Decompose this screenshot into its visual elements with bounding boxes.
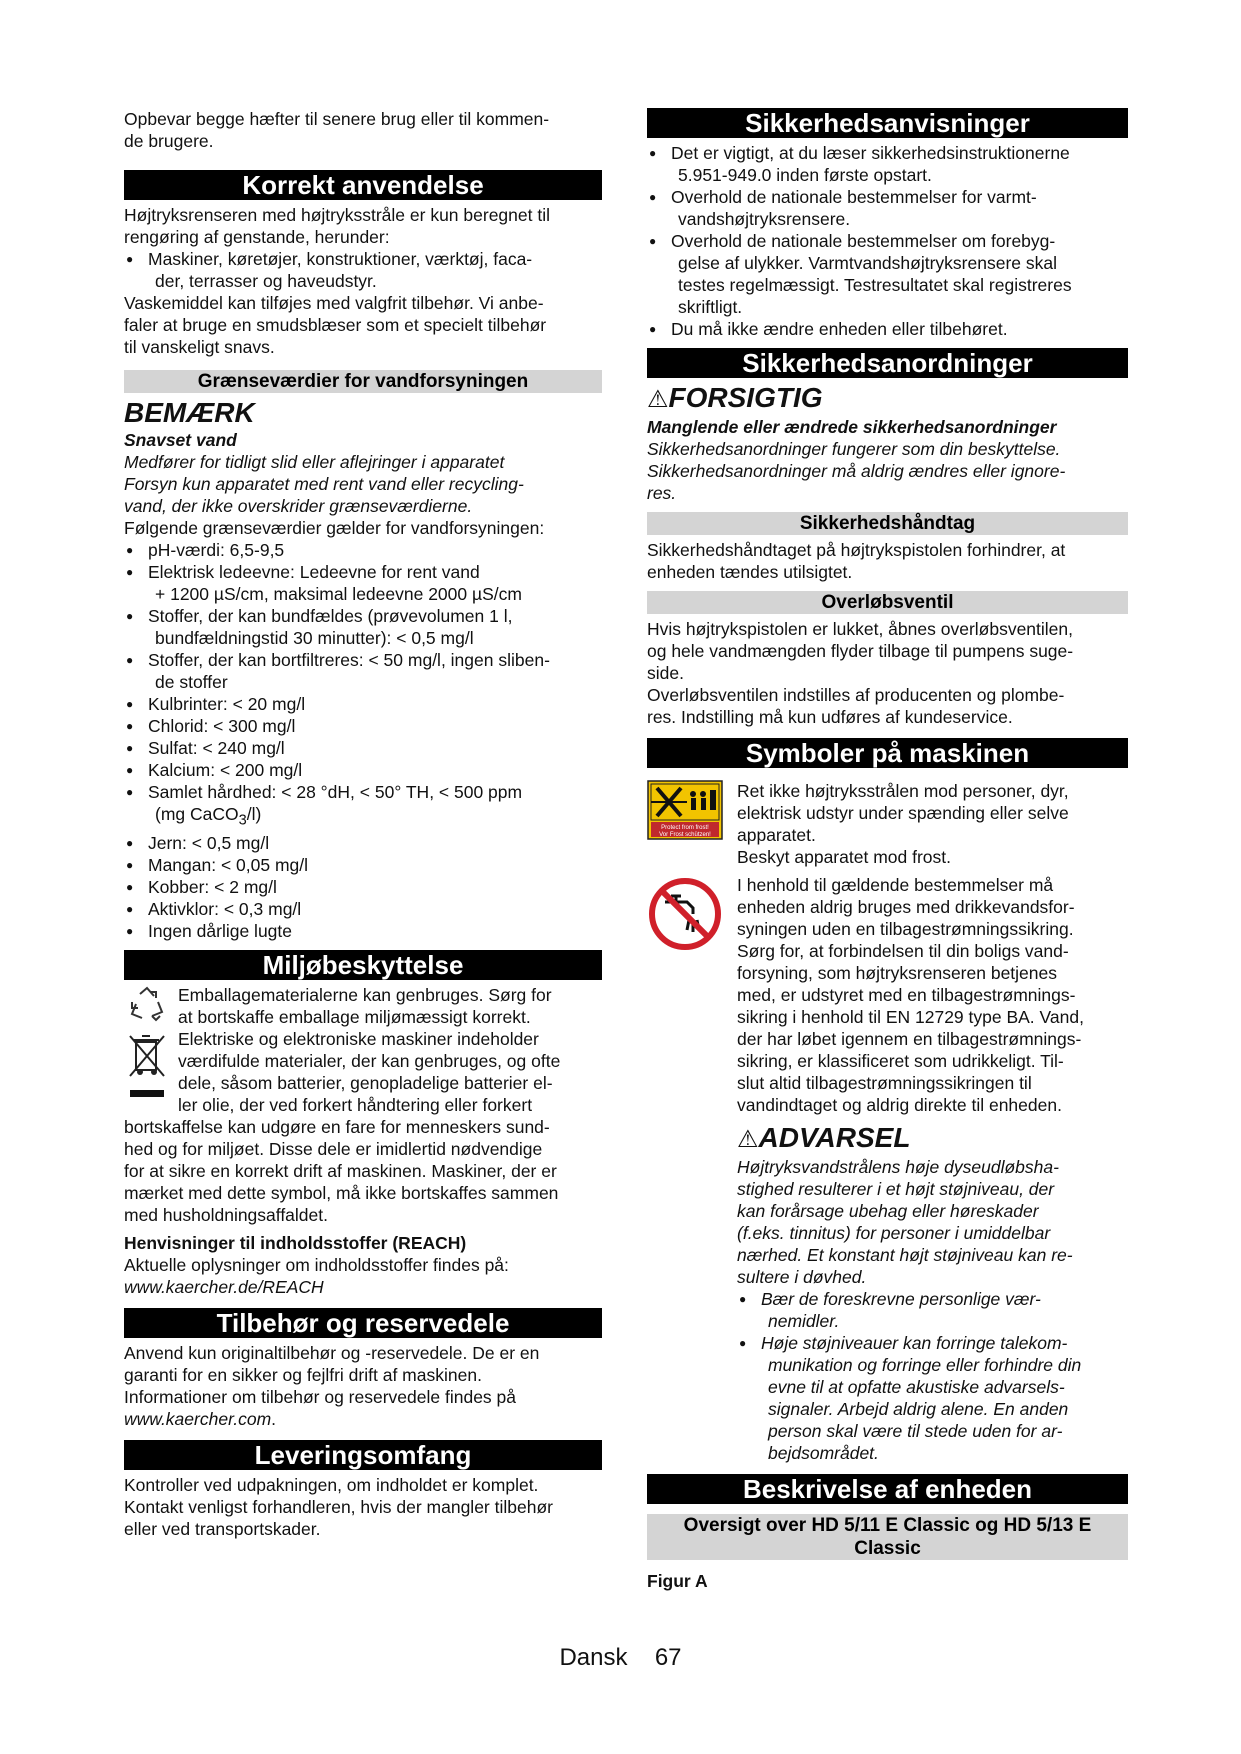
frost-jet-warning-label-icon bbox=[647, 780, 723, 840]
frost-label-text-1: Protect from frost! bbox=[661, 825, 709, 831]
left-column bbox=[124, 108, 602, 1540]
tilbehor-text: Anvend kun originaltilbehør og -reservedele. De er en garanti for en sikker og fejlfri drift af maskinen. Informationer om tilbehør og reservedele findes på www.kaercher.com. bbox=[124, 1342, 540, 1429]
heading-overlobsventil: Overløbsventil bbox=[647, 591, 1128, 614]
list-item: ● Stoffer, der kan bundfældes (prøvevolumen 1 l, bundfældningstid 30 minutter): < 0,5 mg/l bbox=[124, 605, 602, 649]
list-item: ● Sulfat: < 240 mg/l bbox=[124, 737, 602, 759]
korrekt-list bbox=[124, 248, 602, 292]
heading-sikkerhedshandtag: Sikkerhedshåndtag bbox=[647, 512, 1128, 535]
intro-text: Opbevar begge hæfter til senere brug eller til kommen- de brugere. bbox=[124, 109, 550, 151]
list-item: ● Maskiner, køretøjer, konstruktioner, værktøj, faca- der, terrasser og haveudstyr. bbox=[124, 248, 602, 292]
heading-miljobeskyttelse: Miljøbeskyttelse bbox=[124, 950, 602, 980]
caution-title: ⚠FORSIGTIG bbox=[647, 382, 823, 413]
heading-korrekt-anvendelse: Korrekt anvendelse bbox=[124, 170, 602, 200]
caution-subtitle: Manglende eller ændrede sikkerhedsanordninger bbox=[647, 417, 1057, 437]
page-number: 67 bbox=[654, 1644, 682, 1671]
list-item: ● Kalcium: < 200 mg/l bbox=[124, 759, 602, 781]
list-item: ● Elektrisk ledeevne: Ledeevne for rent vand + 1200 µS/cm, maksimal ledeevne 2000 µS/cm bbox=[124, 561, 602, 605]
overlob-text: Hvis højtrykspistolen er lukket, åbnes overløbsventilen, og hele vandmængden flyder tilbage til pumpens suge- side. Overløbsventilen indstilles af producenten og plombe- res. Indstilling må kun udføres af kundeservice. bbox=[647, 619, 1074, 727]
weee-block: Elektriske og elektroniske maskiner indeholder værdifulde materialer, der kan genbruges, og ofte dele, såsom batterier, genopladelige batterier el- ler olie, der ved forkert håndtering eller forkert bbox=[124, 1028, 602, 1116]
limits-intro: Følgende grænseværdier gælder for vandforsyningen: bbox=[124, 518, 545, 538]
list-item: ● Du må ikke ændre enheden eller tilbehøret. bbox=[647, 318, 1128, 340]
heading-sikkerhedsanvisninger: Sikkerhedsanvisninger bbox=[647, 108, 1128, 138]
heading-beskrivelse: Beskrivelse af enheden bbox=[647, 1474, 1128, 1504]
list-item: ● Overhold de nationale bestemmelser for varmt- vandshøjtryksrensere. bbox=[647, 186, 1128, 230]
notice-title: BEMÆRK bbox=[124, 397, 255, 428]
list-item: ● pH-værdi: 6,5-9,5 bbox=[124, 539, 602, 561]
list-item: ● Samlet hårdhed: < 28 °dH, < 50° TH, < 500 ppm (mg CaCO$_3$/l) bbox=[124, 781, 602, 832]
frost-label-text-2: Vor Frost schützen! bbox=[659, 832, 711, 838]
warning-triangle-icon: ⚠ bbox=[647, 386, 669, 413]
figure-reference: Figur A bbox=[647, 1571, 708, 1591]
heading-sikkerhedsanordninger: Sikkerhedsanordninger bbox=[647, 348, 1128, 378]
weee-text: bortskaffelse kan udgøre en fare for menneskers sund- hed og for miljøet. Disse dele er imidlertid nødvendige for at sikre en korrekt drift af maskinen. Maskiner, der er mærket med dette symbol, må ikke bortskaffes sammen med husholdningsaffaldet. bbox=[124, 1116, 559, 1225]
handtag-text: Sikkerhedshåndtaget på højtrykspistolen forhindrer, at enheden tændes utilsigtet. bbox=[647, 540, 1066, 582]
korrekt-text-1: Højtryksrenseren med højtryksstråle er kun beregnet til rengøring af genstande, herunder: bbox=[124, 205, 550, 247]
levering-text: Kontroller ved udpakningen, om indholdet er komplet. Kontakt venligst forhandleren, hvis der mangler tilbehør eller ved transportskader. bbox=[124, 1474, 553, 1539]
list-item: ● Chlorid: < 300 mg/l bbox=[124, 715, 602, 737]
heading-tilbehor: Tilbehør og reservedele bbox=[124, 1308, 602, 1338]
heading-oversigt: Oversigt over HD 5/11 E Classic og HD 5/13 E Classic bbox=[647, 1514, 1128, 1560]
heading-leveringsomfang: Leveringsomfang bbox=[124, 1440, 602, 1470]
list-item: ● Stoffer, der kan bortfiltreres: < 50 mg/l, ingen sliben- de stoffer bbox=[124, 649, 602, 693]
warning-list bbox=[737, 1288, 1128, 1464]
korrekt-text-2: Vaskemiddel kan tilføjes med valgfrit tilbehør. Vi anbe- faler at bruge en smudsblæser som et specielt tilbehør til vanskeligt snavs. bbox=[124, 293, 547, 357]
list-item: ● Bær de foreskrevne personlige vær- nemidler. bbox=[737, 1288, 1128, 1332]
warning-title: ⚠ADVARSEL bbox=[737, 1122, 911, 1153]
warning-block bbox=[647, 1122, 1128, 1464]
right-column bbox=[647, 108, 1128, 1592]
no-drinking-water-icon bbox=[647, 876, 723, 952]
list-item: ● Høje støjniveauer kan forringe talekom- munikation og forringe eller forhindre din evne til at opfatte akustiske advarsels- signaler. Arbejd aldrig alene. En anden person skal være til stede uden for ar- bejdsområdet. bbox=[737, 1332, 1128, 1464]
heading-graensevaerdier: Grænseværdier for vandforsyningen bbox=[124, 370, 602, 393]
list-item: ● Aktivklor: < 0,3 mg/l bbox=[124, 898, 602, 920]
list-item: ● Jern: < 0,5 mg/l bbox=[124, 832, 602, 854]
symbol-no-drinking-water: I henhold til gældende bestemmelser må enheden aldrig bruges med drikkevandsfor- syningen uden en tilbagestrømningssikring. Sørg for, at forbindelsen til din boligs vand- forsyning, som højtryksrenseren betjenes med, er udstyret med en tilbagestrømnings- sikring i henhold til EN 12729 type BA. Vand, der har løbet igennem en tilbagestrømnings- sikring, er klassificeret som udrikkeligt. Til- slut altid tilbagestrømningssikringen til vandindtaget og aldrig direkte til enheden. bbox=[647, 874, 1128, 1116]
heading-symboler: Symboler på maskinen bbox=[647, 738, 1128, 768]
notice-text: Medfører for tidligt slid eller aflejringer i apparatet Forsyn kun apparatet med rent vand eller recycling- vand, der ikke overskrider grænseværdierne. bbox=[124, 452, 524, 516]
list-item: ● Mangan: < 0,05 mg/l bbox=[124, 854, 602, 876]
limits-list bbox=[124, 539, 602, 942]
recycle-icon bbox=[126, 984, 168, 1026]
warning-triangle-icon: ⚠ bbox=[737, 1126, 759, 1153]
recycle-block: Emballagematerialerne kan genbruges. Sørg for at bortskaffe emballage miljømæssigt korrekt. bbox=[124, 984, 602, 1028]
crossed-bin-icon bbox=[126, 1032, 168, 1104]
list-item: ● Kulbrinter: < 20 mg/l bbox=[124, 693, 602, 715]
list-item: ● Kobber: < 2 mg/l bbox=[124, 876, 602, 898]
reach-text: Aktuelle oplysninger om indholdsstoffer findes på: bbox=[124, 1254, 509, 1275]
footer-language: Dansk bbox=[559, 1644, 628, 1671]
caution-text: Sikkerhedsanordninger fungerer som din beskyttelse. Sikkerhedsanordninger må aldrig ændres eller ignore- res. bbox=[647, 439, 1066, 503]
kaercher-url[interactable]: www.kaercher.com bbox=[124, 1408, 272, 1429]
page-footer bbox=[0, 1644, 1241, 1672]
list-item: ● Det er vigtigt, at du læser sikkerhedsinstruktionerne 5.951-949.0 inden første opstart. bbox=[647, 142, 1128, 186]
reach-url[interactable]: www.kaercher.de/REACH bbox=[124, 1276, 324, 1297]
safety-list bbox=[647, 142, 1128, 340]
reach-title: Henvisninger til indholdsstoffer (REACH) bbox=[124, 1232, 467, 1253]
symbol-jet-frost: Protect from frost! Vor Frost schützen! Ret ikke højtryksstrålen mod personer, dyr, elektrisk udstyr under spænding eller selve apparatet. Beskyt apparatet mod frost. bbox=[647, 780, 1128, 868]
notice-subtitle: Snavset vand bbox=[124, 430, 237, 450]
warning-text: Højtryksvandstrålens høje dyseudløbsha- stighed resulterer i et højt støjniveau, der kan forårsage ubehag eller høreskader (f.eks. tinnitus) for personer i umiddelbar nærhed. Et konstant højt støjniveau kan re- sultere i døvhed. bbox=[737, 1157, 1073, 1287]
list-item: ● Ingen dårlige lugte bbox=[124, 920, 602, 942]
list-item: ● Overhold de nationale bestemmelser om forebyg- gelse af ulykker. Varmtvandshøjtryksrensere skal testes regelmæssigt. Testresultatet skal registreres skriftligt. bbox=[647, 230, 1128, 318]
